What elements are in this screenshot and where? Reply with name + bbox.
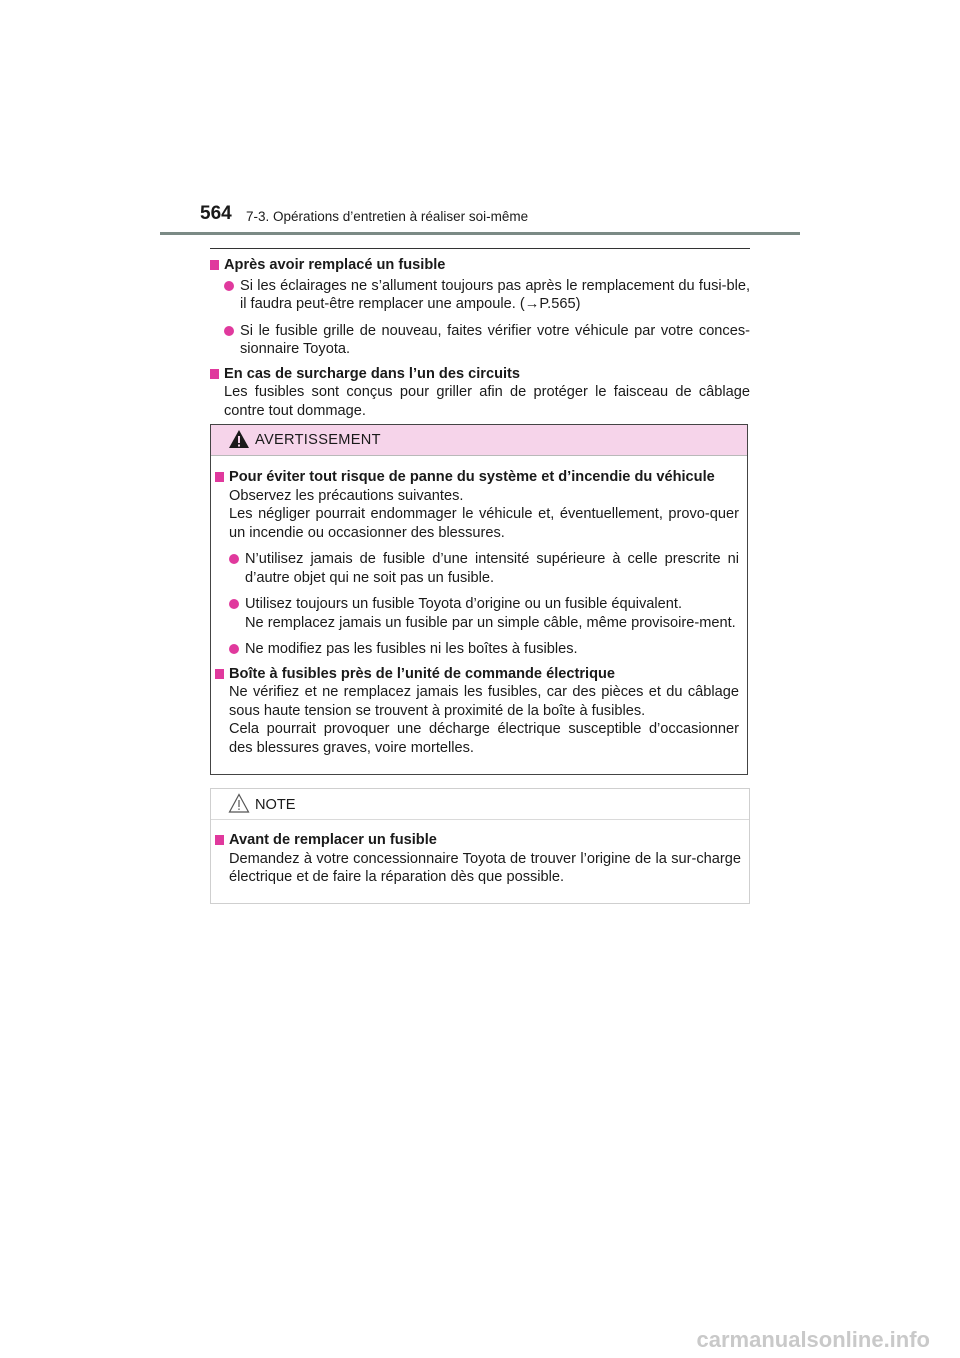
paragraph: Les négliger pourrait endommager le véhicule et, éventuellement, provo-quer un incendie ou occasionner des blessures. (229, 506, 739, 541)
warning-triangle-icon (228, 429, 250, 449)
circle-bullet-icon (229, 554, 239, 564)
section-heading (210, 256, 750, 275)
section-heading-text: Pour éviter tout risque de panne du système et d’incendie du véhicule (229, 469, 715, 485)
square-bullet-icon (210, 260, 219, 270)
list-item-text: Si le fusible grille de nouveau, faites vérifier votre véhicule par votre conces-sionnaire Toyota. (240, 322, 750, 357)
main-content (210, 248, 750, 420)
paragraph: Les fusibles sont conçus pour griller afin de protéger le faisceau de câblage contre tout dommage. (224, 384, 750, 419)
section-heading (215, 468, 739, 487)
circle-bullet-icon (229, 644, 239, 654)
caution-triangle-icon (228, 793, 250, 813)
square-bullet-icon (215, 835, 224, 845)
section-heading-text: Après avoir remplacé un fusible (224, 257, 446, 273)
section-heading (215, 665, 739, 684)
list-item-text: Ne remplacez jamais un fusible par un simple câble, même provisoire-ment. (245, 614, 736, 631)
list-item-text: Utilisez toujours un fusible Toyota d’origine ou un fusible équivalent. (245, 596, 682, 612)
section-rule (210, 248, 750, 249)
circle-bullet-icon (224, 326, 234, 336)
paragraph: Observez les précautions suivantes. (229, 487, 464, 504)
warning-box (210, 424, 748, 775)
note-box-header (211, 789, 749, 820)
section-heading (210, 365, 750, 384)
circle-bullet-icon (229, 599, 239, 609)
note-box-body (211, 820, 749, 887)
list-item (215, 640, 739, 659)
list-item (215, 550, 739, 587)
square-bullet-icon (215, 472, 224, 482)
section-heading (215, 831, 741, 850)
note-box (210, 788, 750, 904)
section-heading-text: En cas de surcharge dans l’un des circuits (224, 365, 521, 382)
section-heading-text: Avant de remplacer un fusible (229, 832, 437, 848)
list-item (210, 322, 750, 359)
square-bullet-icon (215, 669, 224, 679)
chapter-title: 7-3. Opérations d’entretien à réaliser soi-même (246, 209, 529, 224)
list-item (210, 277, 750, 314)
page-number: 564 (200, 203, 232, 224)
list-item-text: N’utilisez jamais de fusible d’une intensité supérieure à celle prescrite ni d’autre objet qui ne soit pas un fusible. (245, 551, 739, 586)
warning-box-header (211, 425, 747, 456)
warning-box-body (211, 456, 747, 757)
paragraph: Demandez à votre concessionnaire Toyota de trouver l’origine de la sur-charge électrique et de faire la réparation dès que possible. (229, 850, 741, 885)
list-item-text: Ne modifiez pas les fusibles ni les boîtes à fusibles. (245, 641, 578, 657)
list-item (215, 595, 739, 632)
section-heading-text: Boîte à fusibles près de l’unité de commande électrique (229, 665, 616, 682)
circle-bullet-icon (224, 281, 234, 291)
paragraph: Ne vérifiez et ne remplacez jamais les fusibles, car des pièces et du câblage sous haute tension se trouvent à proximité de la boîte à fusibles. (229, 684, 739, 719)
square-bullet-icon (210, 369, 219, 379)
header-rule (160, 232, 800, 235)
note-box-title: NOTE (255, 797, 296, 813)
paragraph: Cela pourrait provoquer une décharge électrique susceptible d’occasionner des blessures graves, voire mortelles. (229, 721, 739, 756)
warning-box-title: AVERTISSEMENT (255, 432, 381, 448)
watermark: carmanualsonline.info (696, 1327, 930, 1352)
list-item-text: Si les éclairages ne s’allument toujours pas après le remplacement du fusi-ble, il faudra peut-être remplacer une ampoule. (→P.565) (240, 277, 750, 312)
